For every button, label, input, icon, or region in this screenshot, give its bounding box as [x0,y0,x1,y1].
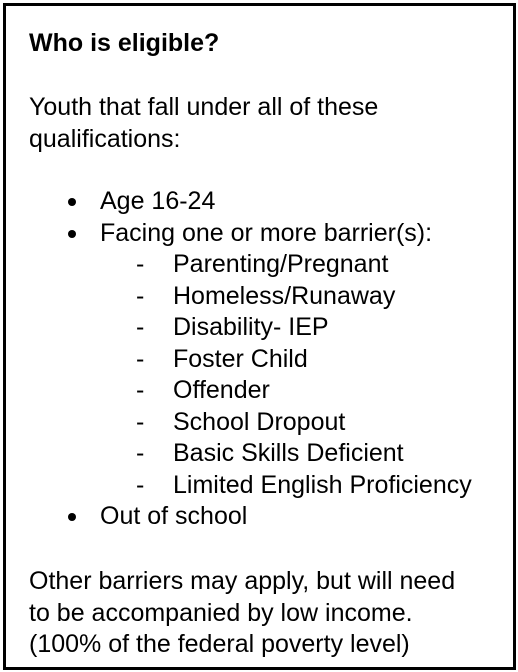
sublist-item [6,249,513,281]
dash-marker: - [136,376,145,404]
sublist-item [6,344,513,376]
list-item-label: Out of school [100,502,248,530]
card-title: Who is eligible? [29,29,220,57]
sublist-item-label: Offender [173,376,270,404]
list-item-out-of-school [6,501,513,533]
sublist-item [6,281,513,313]
list-item-age [6,186,513,218]
dash-marker: - [136,313,145,341]
dash-marker: - [136,407,145,436]
bullet-icon [68,230,76,238]
intro-paragraph [29,92,378,155]
outro-line: (100% of the federal poverty level) [29,630,410,658]
sublist-item [6,312,513,344]
dash-marker: - [136,344,145,373]
sublist-item-label: Basic Skills Deficient [173,439,404,467]
sublist-item-label: Limited English Proficiency [173,470,472,499]
sublist-item [6,407,513,439]
outro-paragraph [29,566,455,661]
outro-line: to be accompanied by low income. [29,598,413,627]
sublist-item-label: Foster Child [173,344,308,373]
intro-line: qualifications: [29,124,181,153]
outro-line: Other barriers may apply, but will need [29,567,456,595]
dash-marker: - [136,470,145,499]
list-item-label: Age 16-24 [100,187,216,215]
intro-line: Youth that fall under all of these [29,93,379,121]
sublist-item [6,470,513,502]
eligibility-list [6,186,513,533]
sublist-item-label: School Dropout [173,407,346,436]
sublist-item [6,438,513,470]
sublist-item-label: Homeless/Runaway [173,281,396,310]
dash-marker: - [136,250,145,278]
list-item-label: Facing one or more barrier(s): [100,218,433,247]
bullet-icon [68,513,76,521]
sublist-item-label: Disability- IEP [173,313,329,341]
sublist-item-label: Parenting/Pregnant [173,250,389,278]
list-item-barriers [6,218,513,502]
sublist-item [6,375,513,407]
dash-marker: - [136,439,145,467]
barrier-sublist [100,249,513,501]
dash-marker: - [136,281,145,310]
eligibility-card [3,3,516,670]
bullet-icon [68,198,76,206]
